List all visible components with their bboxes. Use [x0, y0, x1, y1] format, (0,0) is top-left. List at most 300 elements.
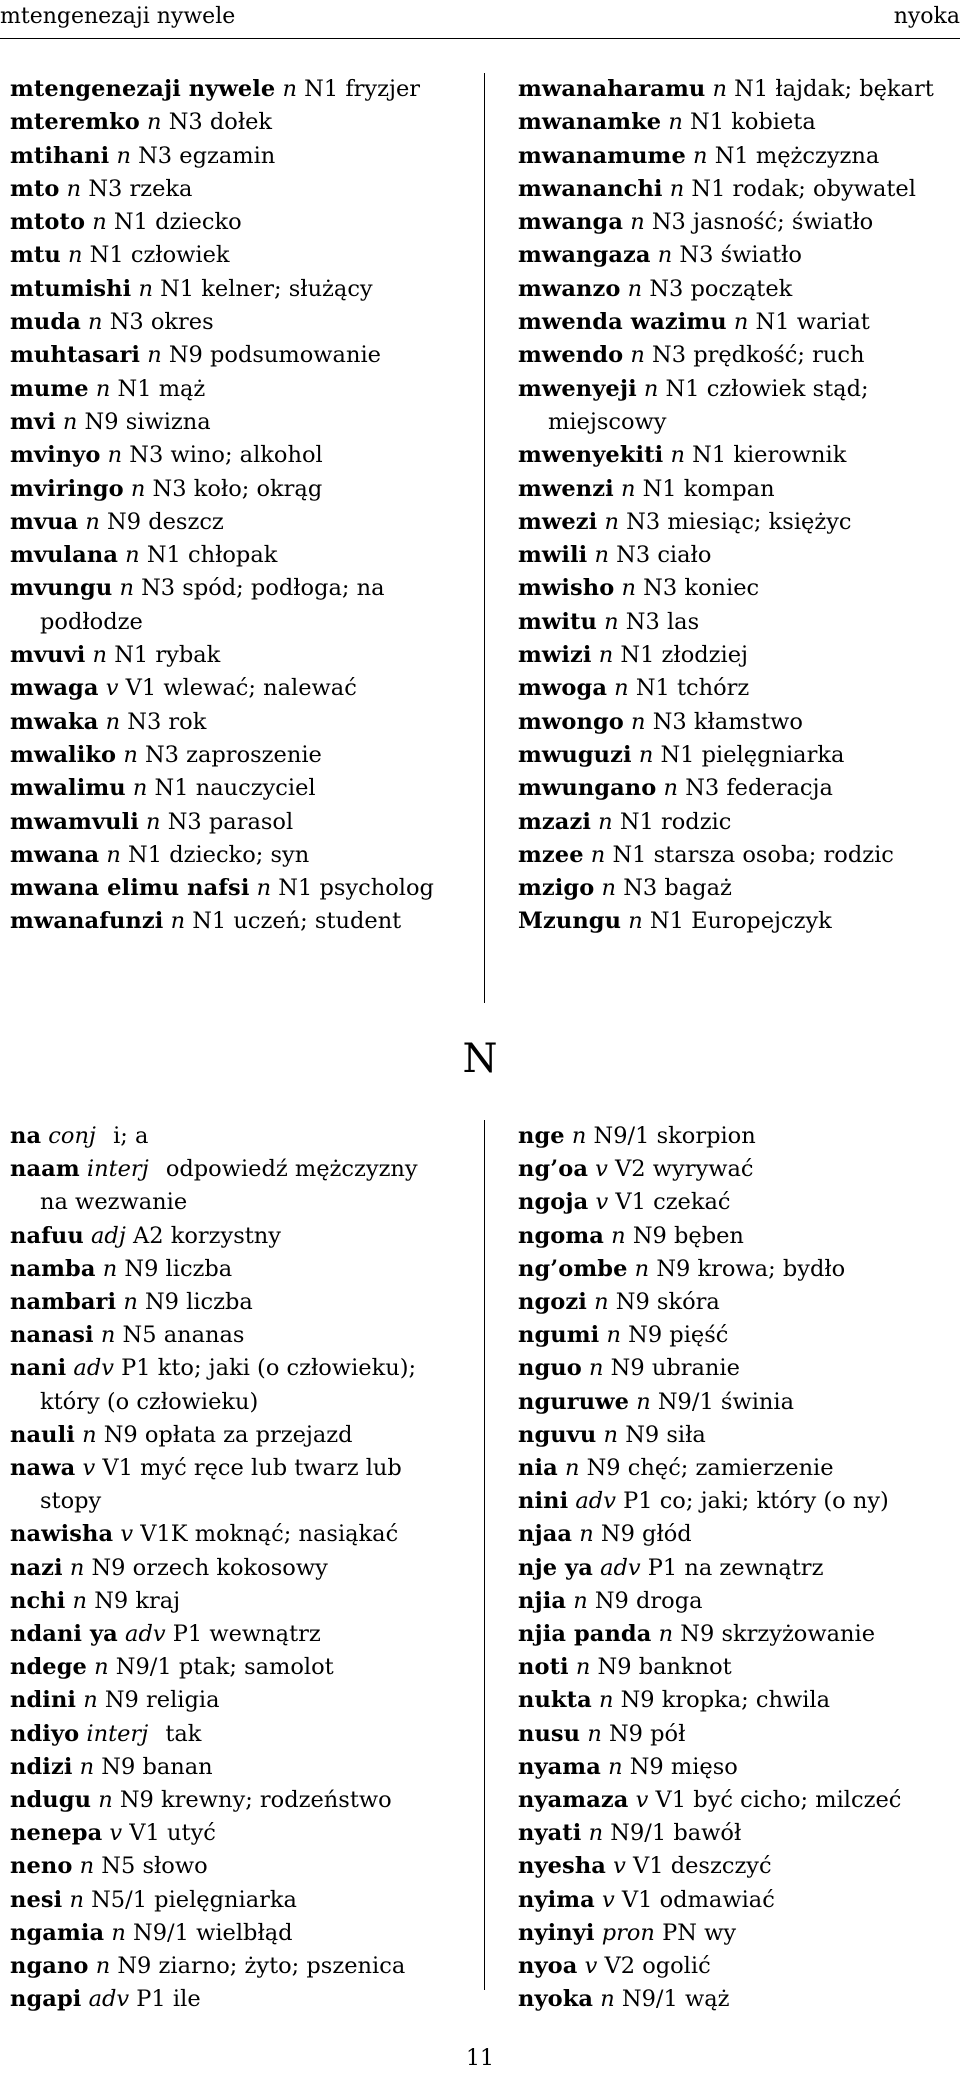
entry-part-of-speech: n: [658, 1621, 674, 1648]
entry-definition: okres: [150, 309, 214, 336]
dictionary-entry: [518, 1352, 960, 1385]
entry-class: N9: [107, 508, 142, 535]
entry-headword: nawa: [10, 1455, 76, 1482]
entry-class: V1K: [140, 1521, 188, 1548]
dictionary-entry: [518, 1452, 960, 1485]
dictionary-entry: [10, 1684, 450, 1717]
entry-definition: skrzyżowanie: [721, 1621, 876, 1648]
entry-definition: Europejczyk: [691, 908, 832, 935]
entry-part-of-speech: n: [95, 1953, 111, 1980]
dictionary-entry: [10, 406, 450, 439]
entry-headword: mwizi: [518, 642, 592, 669]
dictionary-entry: [10, 1253, 450, 1286]
entry-class: N9: [91, 1554, 126, 1581]
entry-class: N9: [594, 1587, 629, 1614]
entry-definition: liczba: [165, 1255, 233, 1282]
entry-class: N1: [146, 542, 181, 569]
entry-part-of-speech: n: [102, 1255, 118, 1282]
entry-headword: mwaga: [10, 675, 99, 702]
entry-class: N9: [103, 1421, 138, 1448]
entry-headword: ng’oa: [518, 1156, 589, 1183]
entry-part-of-speech: n: [116, 142, 131, 169]
entry-definition: orzech kokosowy: [132, 1554, 328, 1581]
entry-part-of-speech: n: [170, 908, 186, 935]
entry-definition: tchórz: [676, 675, 750, 702]
dictionary-entry: [518, 1585, 960, 1618]
entry-class: V1: [632, 1853, 664, 1880]
entry-definition: skorpion: [656, 1123, 756, 1149]
dictionary-entry: [10, 806, 450, 839]
dictionary-entry: [10, 905, 450, 938]
entry-class: N9: [632, 1222, 667, 1249]
dictionary-entry: [10, 539, 450, 572]
entry-class: N1: [154, 775, 189, 802]
entry-part-of-speech: v: [120, 1521, 134, 1548]
entry-part-of-speech: n: [589, 1355, 604, 1382]
entry-definition: uczeń; student: [233, 908, 402, 935]
entry-part-of-speech: adv: [125, 1621, 166, 1648]
entry-definition: co; jaki; który (o ny): [659, 1488, 889, 1515]
entry-definition: myć ręce lub twarz lub stopy: [40, 1455, 402, 1515]
entry-headword: mvulana: [10, 542, 119, 569]
entry-part-of-speech: v: [584, 1953, 598, 1980]
entry-part-of-speech: v: [602, 1886, 615, 1913]
entry-definition: mąż: [158, 375, 206, 402]
entry-class: N3: [88, 175, 123, 202]
entry-definition: rok: [168, 708, 207, 735]
entry-class: N1: [619, 808, 654, 835]
entry-headword: muda: [10, 309, 81, 336]
dictionary-entry: [518, 1751, 960, 1784]
entry-part-of-speech: n: [630, 342, 645, 369]
entry-headword: mwongo: [518, 708, 624, 735]
entry-part-of-speech: n: [88, 309, 103, 336]
entry-part-of-speech: n: [68, 242, 83, 269]
entry-headword: mwana elimu nafsi: [10, 875, 250, 902]
header-left-guide-word: mtengenezaji nywele: [0, 4, 236, 29]
entry-part-of-speech: n: [611, 1222, 626, 1249]
dictionary-entry: [10, 739, 450, 772]
entry-part-of-speech: adv: [88, 1986, 130, 2013]
entry-class: P1: [172, 1621, 203, 1648]
entry-headword: nauli: [10, 1421, 75, 1448]
entry-headword: ngamia: [10, 1919, 105, 1946]
dictionary-entry: [10, 639, 450, 672]
entry-definition: mięso: [670, 1753, 738, 1780]
entry-part-of-speech: n: [79, 1853, 95, 1880]
column-4: [518, 1120, 960, 2016]
entry-class: N3: [127, 708, 162, 735]
entry-part-of-speech: n: [62, 408, 78, 435]
entry-part-of-speech: n: [130, 475, 146, 502]
entry-definition: pielęgniarka: [701, 741, 845, 768]
entry-headword: mtumishi: [10, 275, 132, 302]
entry-definition: deszczyć: [670, 1853, 772, 1880]
entry-part-of-speech: n: [608, 1753, 623, 1780]
entry-part-of-speech: n: [123, 741, 138, 768]
entry-headword: nyima: [518, 1886, 595, 1913]
entry-headword: na: [10, 1123, 42, 1149]
dictionary-entry: [518, 905, 960, 938]
entry-part-of-speech: v: [82, 1455, 96, 1482]
dictionary-entry: [10, 1950, 450, 1983]
entry-part-of-speech: v: [595, 1156, 608, 1183]
entry-part-of-speech: n: [119, 575, 134, 602]
entry-definition: siła: [666, 1421, 706, 1448]
entry-headword: mvua: [10, 508, 79, 535]
entry-class: N3: [152, 475, 187, 502]
dictionary-entry: [518, 206, 960, 239]
entry-class: P1: [121, 1355, 151, 1382]
entry-class: N9: [628, 1322, 663, 1349]
entry-part-of-speech: n: [107, 442, 123, 469]
entry-part-of-speech: n: [256, 875, 272, 902]
entry-class: N5: [122, 1322, 157, 1349]
entry-headword: mvi: [10, 408, 56, 435]
entry-definition: parasol: [208, 808, 294, 835]
entry-class: N9: [124, 1255, 159, 1282]
entry-definition: zaproszenie: [186, 741, 322, 768]
entry-part-of-speech: n: [132, 775, 148, 802]
entry-class: N1: [128, 841, 163, 868]
entry-definition: koło; okrąg: [193, 475, 323, 502]
entry-headword: nyama: [518, 1753, 601, 1780]
entry-headword: mwuguzi: [518, 741, 632, 768]
dictionary-entry: [518, 772, 960, 805]
entry-headword: nyesha: [518, 1853, 606, 1880]
entry-headword: nyati: [518, 1820, 582, 1847]
dictionary-entry: [518, 1884, 960, 1917]
entry-headword: mwanamume: [518, 142, 686, 169]
dictionary-entry: [518, 306, 960, 339]
entry-part-of-speech: n: [100, 1322, 116, 1349]
dictionary-entry: [518, 1319, 960, 1352]
dictionary-entry: [10, 306, 450, 339]
entry-headword: ngano: [10, 1953, 89, 1980]
entry-headword: mwanga: [518, 209, 624, 236]
entry-class: N3: [109, 309, 144, 336]
entry-definition: rzeka: [129, 175, 193, 202]
entry-part-of-speech: v: [595, 1189, 609, 1216]
entry-headword: nge: [518, 1123, 565, 1149]
entry-class: N9/1: [657, 1388, 714, 1415]
entry-headword: mwitu: [518, 608, 597, 635]
entry-definition: kropka; chwila: [661, 1687, 831, 1714]
entry-part-of-speech: n: [598, 642, 614, 669]
entry-definition: chłopak: [188, 542, 278, 569]
entry-headword: mwanzo: [518, 275, 621, 302]
dictionary-entry: [518, 1419, 960, 1452]
entry-definition: wyrywać: [652, 1156, 754, 1183]
entry-part-of-speech: adv: [73, 1355, 114, 1382]
entry-part-of-speech: interj: [86, 1156, 149, 1183]
column-divider-bottom: [484, 1120, 485, 1990]
entry-class: N3: [679, 242, 714, 269]
entry-part-of-speech: n: [146, 808, 161, 835]
entry-headword: nesi: [10, 1886, 63, 1913]
dictionary-entry: [518, 1485, 960, 1518]
entry-headword: muhtasari: [10, 342, 141, 369]
dictionary-entry: [518, 672, 960, 705]
entry-headword: mwalimu: [10, 775, 126, 802]
entry-headword: mzee: [518, 841, 584, 868]
entry-headword: mwanafunzi: [10, 908, 164, 935]
entry-class: N1: [113, 209, 148, 236]
entry-definition: podsumowanie: [210, 342, 381, 369]
entry-headword: ndugu: [10, 1787, 92, 1814]
entry-definition: dołek: [209, 109, 273, 136]
entry-part-of-speech: n: [670, 442, 685, 469]
entry-headword: mteremko: [10, 109, 140, 136]
entry-class: N9/1: [610, 1820, 667, 1847]
entry-definition: odmawiać: [659, 1886, 775, 1913]
entry-definition: złodziej: [661, 642, 748, 669]
dictionary-entry: [10, 506, 450, 539]
entry-class: N1: [691, 175, 726, 202]
dictionary-entry: [518, 1850, 960, 1883]
entry-headword: nchi: [10, 1587, 66, 1614]
entry-headword: nyoka: [518, 1986, 594, 2013]
entry-headword: nazi: [10, 1554, 63, 1581]
entry-headword: ngoma: [518, 1222, 604, 1249]
dictionary-entry: [10, 1153, 450, 1219]
entry-definition: świnia: [720, 1388, 795, 1415]
entry-definition: wielbłąd: [196, 1919, 293, 1946]
dictionary-entry: [518, 273, 960, 306]
dictionary-entry: [518, 572, 960, 605]
entry-class: N5: [101, 1853, 136, 1880]
dictionary-entry: [518, 839, 960, 872]
entry-class: N3: [652, 342, 687, 369]
entry-class: N3: [651, 209, 686, 236]
entry-class: N9: [656, 1255, 691, 1282]
entry-headword: namba: [10, 1255, 96, 1282]
entry-class: N9: [610, 1355, 645, 1382]
entry-headword: nyinyi: [518, 1919, 595, 1946]
entry-part-of-speech: n: [601, 875, 617, 902]
entry-class: N1: [117, 375, 152, 402]
entry-headword: nafuu: [10, 1222, 84, 1249]
entry-class: N1: [660, 741, 695, 768]
entry-part-of-speech: n: [69, 1554, 85, 1581]
entry-headword: mtoto: [10, 209, 86, 236]
entry-part-of-speech: n: [620, 475, 636, 502]
entry-headword: mzazi: [518, 808, 591, 835]
entry-part-of-speech: n: [105, 708, 121, 735]
dictionary-entry: [518, 173, 960, 206]
entry-class: V1: [621, 1886, 653, 1913]
entry-definition: człowiek: [130, 242, 230, 269]
dictionary-entry: [518, 1618, 960, 1651]
dictionary-entry: [518, 506, 960, 539]
entry-definition: pięść: [669, 1322, 729, 1349]
entry-part-of-speech: n: [587, 1720, 602, 1747]
entry-class: N1: [160, 275, 195, 302]
dictionary-entry: [10, 1120, 450, 1153]
entry-headword: ngoja: [518, 1189, 589, 1216]
entry-part-of-speech: n: [98, 1787, 113, 1814]
entry-definition: bawół: [673, 1820, 742, 1847]
dictionary-entry: [10, 1518, 450, 1551]
entry-class: N3: [649, 275, 684, 302]
dictionary-entry: [10, 1884, 450, 1917]
entry-part-of-speech: n: [733, 309, 749, 336]
entry-definition: prędkość; ruch: [693, 342, 865, 369]
entry-class: N1: [304, 76, 339, 102]
dictionary-entry: [10, 373, 450, 406]
entry-definition: ananas: [163, 1322, 245, 1349]
entry-class: N3: [129, 442, 164, 469]
entry-part-of-speech: n: [594, 542, 609, 569]
dictionary-entry: [518, 1518, 960, 1551]
entry-part-of-speech: n: [579, 1521, 594, 1548]
entry-part-of-speech: n: [594, 1289, 609, 1316]
entry-class: N1: [665, 375, 700, 402]
entry-definition: krewny; rodzeństwo: [161, 1787, 392, 1814]
entry-definition: pół: [650, 1720, 686, 1747]
dictionary-entry: [10, 73, 450, 106]
dictionary-entry: [10, 173, 450, 206]
entry-class: N9: [586, 1455, 621, 1482]
entry-definition: kelner; służący: [201, 275, 373, 302]
entry-class: N9: [600, 1521, 635, 1548]
entry-class: V2: [604, 1953, 636, 1980]
dictionary-entry: [518, 606, 960, 639]
entry-headword: mto: [10, 175, 60, 202]
entry-part-of-speech: n: [571, 1123, 587, 1149]
entry-class: N9: [597, 1654, 632, 1681]
dictionary-entry: [518, 1651, 960, 1684]
entry-part-of-speech: n: [82, 1421, 97, 1448]
entry-headword: mvinyo: [10, 442, 101, 469]
entry-class: N9: [615, 1289, 650, 1316]
entry-class: N9/1: [593, 1123, 650, 1149]
entry-headword: mviringo: [10, 475, 124, 502]
entry-part-of-speech: n: [598, 1687, 614, 1714]
entry-class: N1: [192, 908, 227, 935]
entry-part-of-speech: n: [621, 575, 637, 602]
entry-definition: liczba: [186, 1289, 253, 1316]
entry-headword: mwendo: [518, 342, 624, 369]
dictionary-entry: [10, 1751, 450, 1784]
entry-part-of-speech: n: [123, 1289, 138, 1316]
dictionary-entry: [518, 140, 960, 173]
entry-class: N1: [734, 76, 769, 102]
dictionary-entry: [10, 1352, 450, 1418]
dictionary-entry: [518, 1386, 960, 1419]
entry-definition: egzamin: [179, 142, 276, 169]
entry-class: P1: [647, 1554, 678, 1581]
entry-part-of-speech: n: [573, 1587, 588, 1614]
entry-class: N9: [94, 1587, 129, 1614]
dictionary-entry: [518, 1950, 960, 1983]
entry-class: N1: [714, 142, 749, 169]
section-letter: N: [462, 1036, 498, 1082]
entry-headword: mume: [10, 375, 89, 402]
entry-headword: mwangaza: [518, 242, 651, 269]
column-divider-top: [484, 73, 485, 1003]
entry-class: N9: [144, 1289, 179, 1316]
entry-definition: religia: [146, 1687, 220, 1714]
dictionary-entry: [10, 706, 450, 739]
entry-definition: na zewnątrz: [684, 1554, 824, 1581]
entry-headword: ngumi: [518, 1322, 600, 1349]
dictionary-entry: [10, 206, 450, 239]
entry-definition: ziarno; żyto; pszenica: [158, 1953, 406, 1980]
entry-class: N9/1: [621, 1986, 678, 2013]
dictionary-entry: [10, 839, 450, 872]
entry-definition: korzystny: [170, 1222, 281, 1249]
entry-definition: wlewać; nalewać: [163, 675, 357, 702]
entry-definition: głód: [642, 1521, 692, 1548]
entry-part-of-speech: n: [69, 1886, 84, 1913]
entry-class: N9: [84, 408, 119, 435]
entry-class: V1: [615, 1189, 646, 1216]
entry-definition: tak: [165, 1720, 202, 1747]
entry-definition: starsza osoba; rodzic: [653, 841, 894, 868]
entry-definition: dziecko; syn: [169, 841, 310, 868]
entry-class: N3: [144, 741, 179, 768]
dictionary-entry: [518, 1253, 960, 1286]
column-3: [10, 1120, 450, 2016]
entry-class: N3: [625, 608, 660, 635]
dictionary-entry: [518, 1784, 960, 1817]
entry-part-of-speech: n: [95, 375, 111, 402]
entry-headword: mwoga: [518, 675, 607, 702]
dictionary-entry: [10, 1220, 450, 1253]
dictionary-entry: [10, 1419, 450, 1452]
dictionary-entry: [518, 473, 960, 506]
entry-headword: ng’ombe: [518, 1255, 628, 1282]
dictionary-entry: [518, 706, 960, 739]
entry-definition: słowo: [142, 1853, 208, 1880]
entry-headword: mwungano: [518, 775, 657, 802]
entry-class: N3: [167, 808, 202, 835]
entry-class: N9: [119, 1787, 154, 1814]
entry-part-of-speech: conj: [48, 1123, 96, 1149]
running-header: [0, 4, 960, 32]
dictionary-entry: [518, 639, 960, 672]
dictionary-entry: [10, 1452, 450, 1518]
entry-part-of-speech: n: [72, 1587, 88, 1614]
entry-headword: nje ya: [518, 1554, 593, 1581]
entry-class: N3: [652, 708, 687, 735]
entry-part-of-speech: n: [83, 1687, 98, 1714]
entry-class: V1: [129, 1820, 160, 1847]
entry-definition: deszcz: [148, 508, 224, 535]
entry-definition: kierownik: [733, 442, 847, 469]
entry-definition: krowa; bydło: [697, 1255, 846, 1282]
entry-part-of-speech: n: [106, 841, 121, 868]
entry-headword: mwananchi: [518, 175, 663, 202]
entry-part-of-speech: n: [604, 508, 619, 535]
entry-class: N3: [141, 575, 176, 602]
column-1: [10, 73, 450, 939]
entry-headword: naam: [10, 1156, 80, 1183]
dictionary-entry: [518, 1552, 960, 1585]
entry-definition: ogolić: [642, 1953, 711, 1980]
entry-definition: wariat: [796, 309, 870, 336]
entry-class: P1: [136, 1986, 166, 2013]
entry-part-of-speech: n: [147, 342, 162, 369]
entry-class: PN: [662, 1919, 697, 1946]
dictionary-entry: [10, 439, 450, 472]
dictionary-entry: [10, 772, 450, 805]
entry-class: N5/1: [91, 1886, 148, 1913]
entry-class: N3: [616, 542, 651, 569]
entry-part-of-speech: n: [614, 675, 629, 702]
entry-class: N3: [623, 875, 658, 902]
